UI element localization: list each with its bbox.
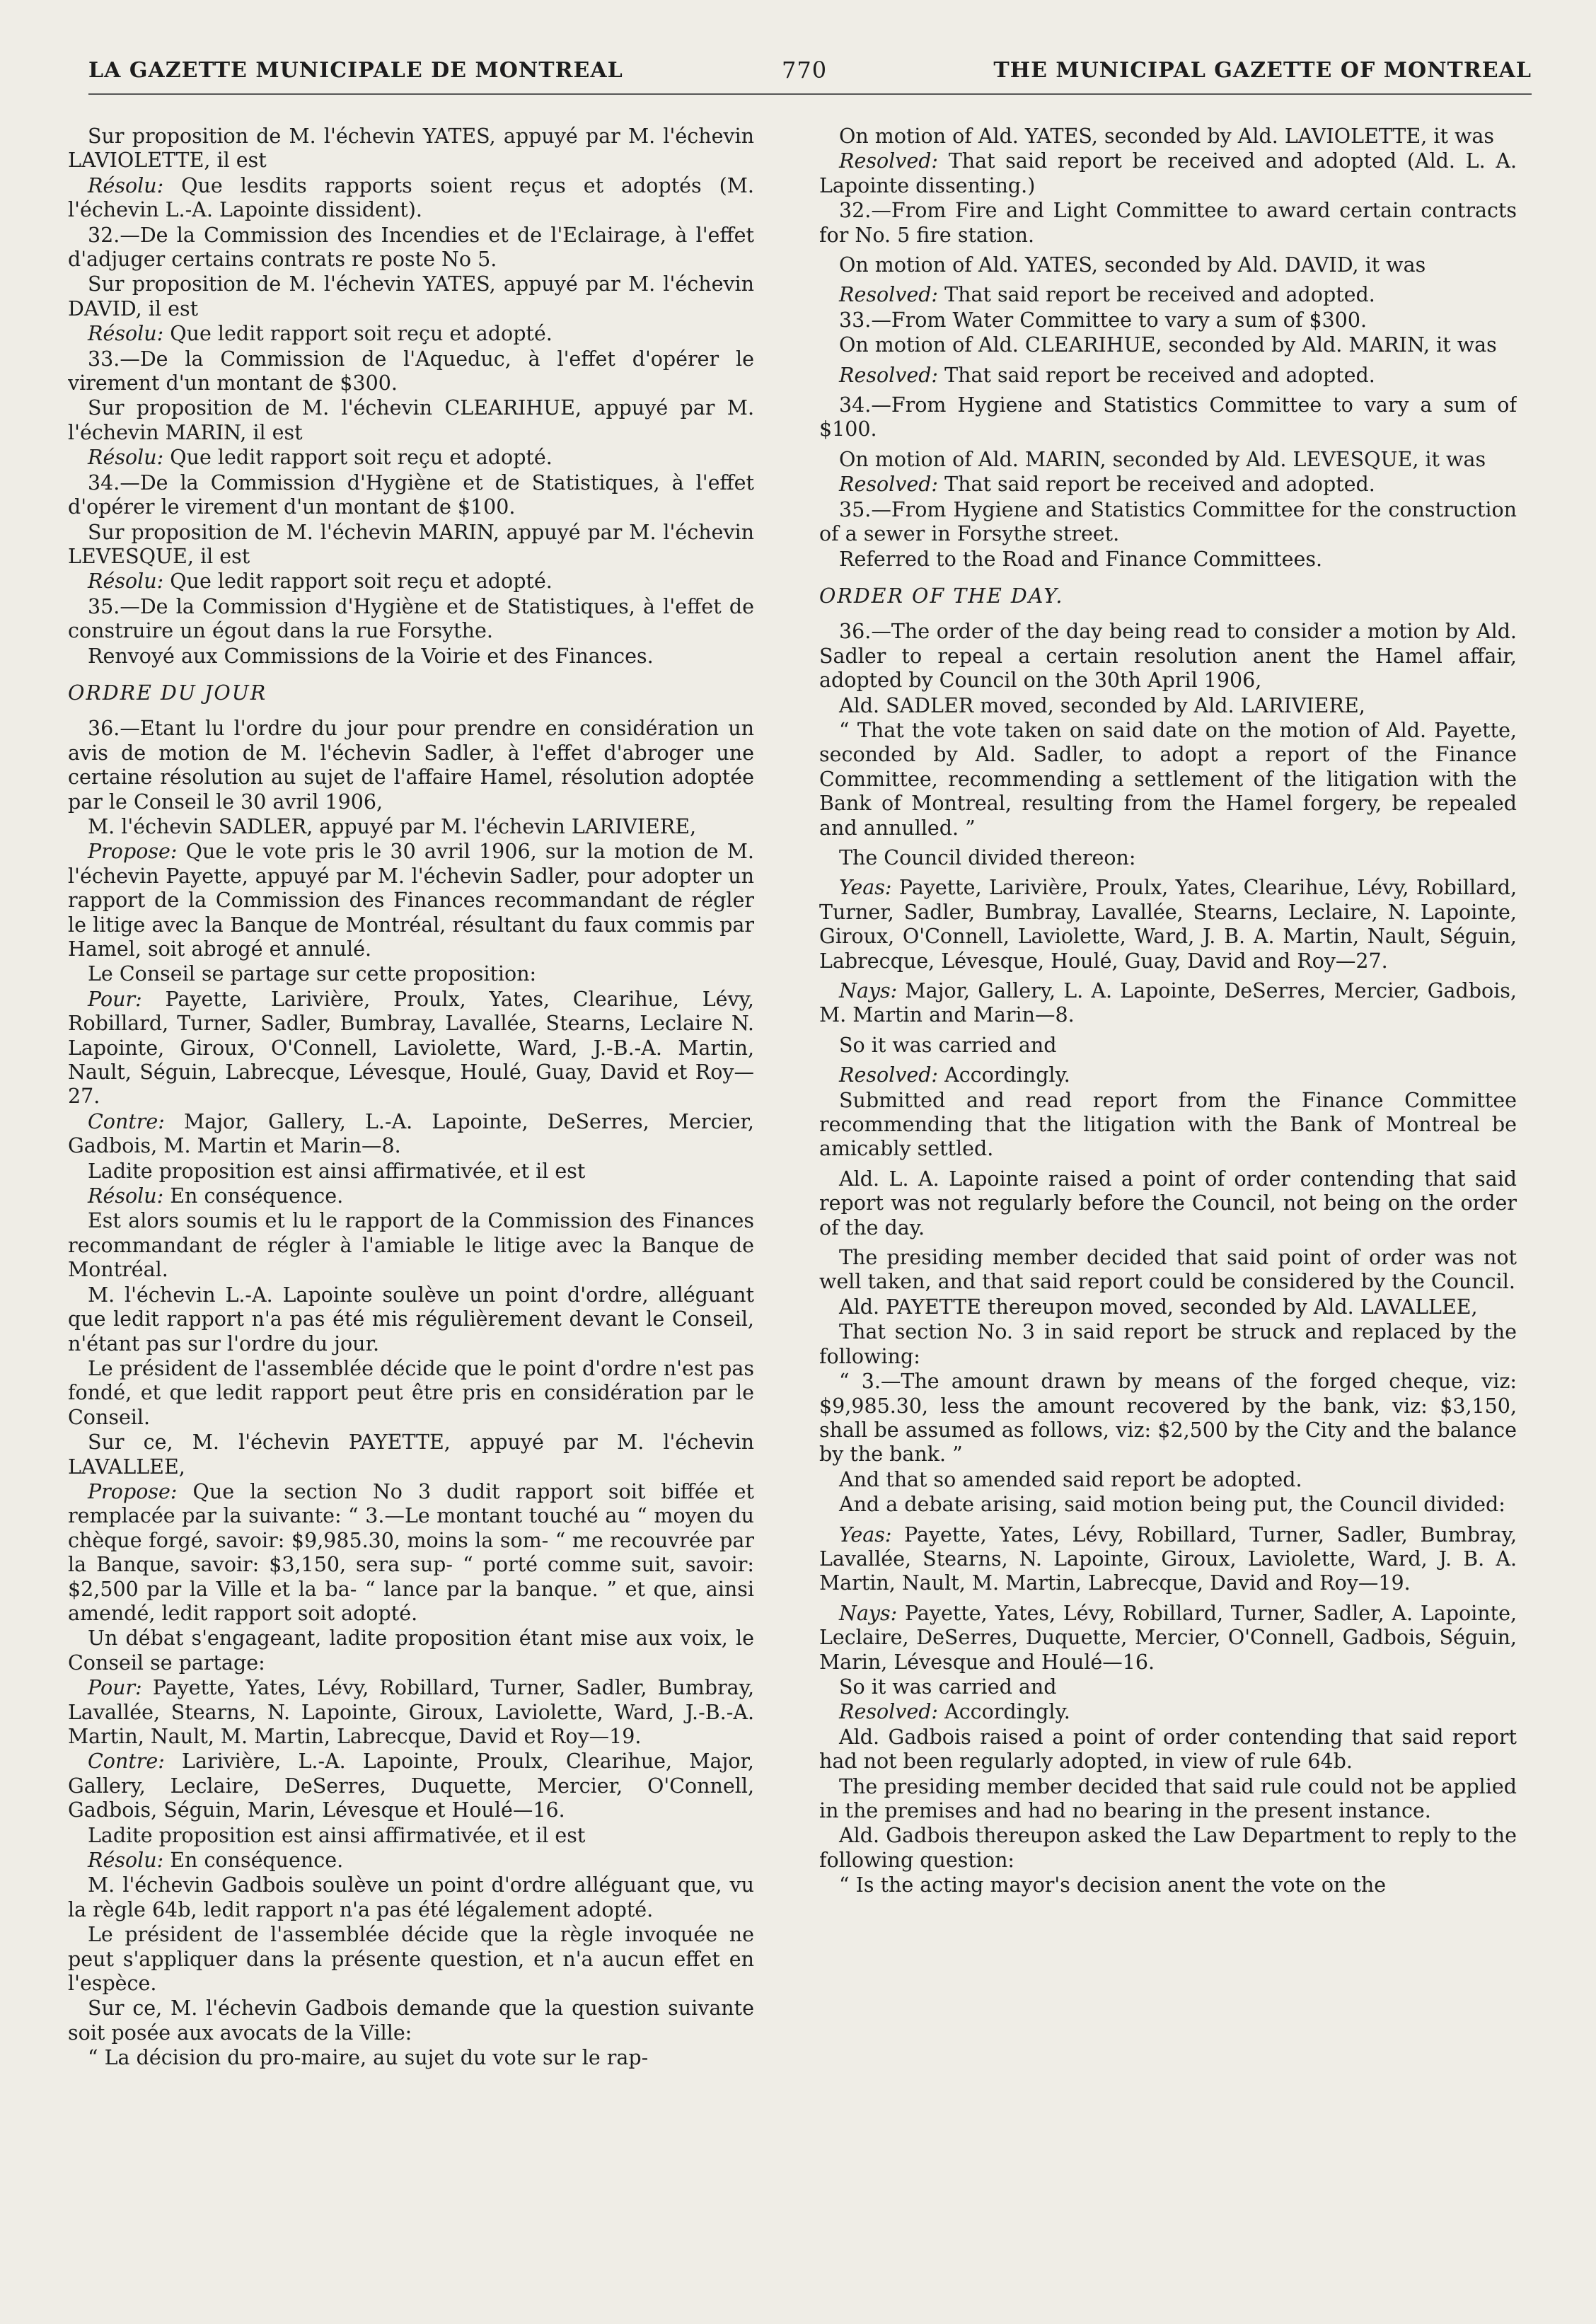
paragraph: Ladite proposition est ainsi affirmativée, et il est <box>88 1823 586 1847</box>
paragraph: The presiding member decided that said point of order was not well taken, and that said report could be considered by the Council. <box>819 1246 1517 1294</box>
paragraph: On motion of Ald. MARIN, seconded by Ald. LEVESQUE, it was <box>839 447 1486 471</box>
resolution-label: Resolved: <box>839 149 939 173</box>
vote-list <box>819 1602 1517 1675</box>
paragraph: Le président de l'assemblée décide que la règle invoquée ne peut s'appliquer dans la présente question, et n'a aucun effet en l'espèce. <box>68 1923 754 1996</box>
vote-label: Pour: <box>88 987 142 1011</box>
paragraph: On motion of Ald. YATES, seconded by Ald. LAVIOLETTE, it was <box>839 125 1494 148</box>
paragraph: Sur ce, M. l'échevin PAYETTE, appuyé par M. l'échevin LAVALLEE, <box>68 1430 754 1479</box>
paragraph: Ald. PAYETTE thereupon moved, seconded by Ald. LAVALLEE, <box>839 1295 1478 1319</box>
paragraph <box>68 570 754 594</box>
paragraph: Submitted and read report from the Finance Committee recommending that the litigation with the Bank of Montreal be amicably settled. <box>819 1088 1517 1161</box>
paragraph-text: Accordingly. <box>938 1700 1070 1724</box>
paragraph <box>68 1849 754 1873</box>
paragraph: 35.—De la Commission d'Hygiène et de Statistiques, à l'effet de construire un égout dans la rue Forsythe. <box>68 594 754 643</box>
resolution-label: Résolu: <box>88 570 164 594</box>
paragraph: 34.—De la Commission d'Hygiène et de Statistiques, à l'effet d'opérer le virement d'un montant de $100. <box>68 470 754 519</box>
vote-list <box>68 1676 754 1749</box>
resolution-label: Resolved: <box>839 1700 939 1724</box>
french-column <box>68 125 754 2289</box>
paragraph <box>819 149 1517 198</box>
paragraph: 35.—From Hygiene and Statistics Committee for the construction of a sewer in Forsythe street. <box>819 497 1517 546</box>
paragraph <box>68 840 754 961</box>
header-rule <box>88 93 1532 95</box>
paragraph: Referred to the Road and Finance Committees. <box>839 547 1323 571</box>
paragraph-text: Major, Gallery, L.-A. Lapointe, DeSerres, Mercier, Gadbois, M. Martin et Marin—8. <box>68 1109 754 1158</box>
resolution-label: Resolved: <box>839 1063 939 1087</box>
paragraph: Le Conseil se partage sur cette proposition: <box>88 962 537 986</box>
paragraph-text: That said report be received and adopted (Ald. L. A. Lapointe dissenting.) <box>819 149 1517 197</box>
paragraph: Est alors soumis et lu le rapport de la Commission des Finances recommandant de régler à l'amiable le litige avec la Banque de Montréal. <box>68 1209 754 1282</box>
section-heading: ORDER OF THE DAY. <box>819 584 1064 608</box>
paragraph: And a debate arising, said motion being put, the Council divided: <box>839 1493 1505 1517</box>
vote-label: Nays: <box>839 1601 898 1625</box>
paragraph <box>819 283 1517 307</box>
paragraph-text: En conséquence. <box>163 1849 344 1873</box>
paragraph: Ald. SADLER moved, seconded by Ald. LARIVIERE, <box>839 693 1365 717</box>
paragraph-text: Payette, Larivière, Proulx, Yates, Clearihue, Lévy, Robillard, Turner, Sadler, Bumbray, Lavallée, Stearns, Leclaire, N. Lapointe, Giroux, O'Connell, Laviolette, Ward, J. B. A. Martin, Nault, Séguin, Labrecque, Lévesque, Houlé, Guay, David and Roy—27. <box>819 876 1517 973</box>
paragraph: 34.—From Hygiene and Statistics Committee to vary a sum of $100. <box>819 393 1517 441</box>
paragraph-text: Que ledit rapport soit reçu et adopté. <box>163 446 553 470</box>
english-column <box>819 125 1517 2289</box>
paragraph-text: Major, Gallery, L. A. Lapointe, DeSerres, Mercier, Gadbois, M. Martin and Marin—8. <box>819 979 1517 1027</box>
paragraph: On motion of Ald. CLEARIHUE, seconded by Ald. MARIN, it was <box>839 333 1497 357</box>
paragraph: On motion of Ald. YATES, seconded by Ald. DAVID, it was <box>839 253 1426 277</box>
paragraph-text: That said report be received and adopted. <box>938 283 1375 307</box>
paragraph: M. l'échevin SADLER, appuyé par M. l'échevin LARIVIERE, <box>88 814 697 838</box>
paragraph: The Council divided thereon: <box>839 845 1136 869</box>
paragraph: Renvoyé aux Commissions de la Voirie et des Finances. <box>88 644 654 668</box>
paragraph <box>68 1480 754 1626</box>
paragraph: The presiding member decided that said rule could not be applied in the premises and had no bearing in the present instance. <box>819 1774 1517 1822</box>
paragraph: Le président de l'assemblée décide que le point d'ordre n'est pas fondé, et que ledit rapport peut être pris en considération par le Conseil. <box>68 1356 754 1429</box>
vote-list <box>68 1110 754 1159</box>
section-heading: ORDRE DU JOUR <box>68 681 267 705</box>
resolution-label: Resolved: <box>839 473 939 497</box>
paragraph-text: Que le vote pris le 30 avril 1906, sur la motion de M. l'échevin Payette, appuyé par M. l'échevin Sadler, pour adopter un rapport de la Commission des Finances recommandant de régler le litige avec la Banque de Montréal, résultant du faux commis par Hamel, soit abrogé et annulé. <box>68 840 754 961</box>
paragraph-text: En conséquence. <box>163 1184 344 1208</box>
resolution-label: Résolu: <box>88 173 164 197</box>
paragraph: Sur ce, M. l'échevin Gadbois demande que la question suivante soit posée aux avocats de la Ville: <box>68 1996 754 2045</box>
vote-label: Contre: <box>88 1750 165 1774</box>
motion-label: Propose: <box>88 840 178 864</box>
header-title-french: LA GAZETTE MUNICIPALE DE MONTREAL <box>88 58 623 83</box>
vote-label: Yeas: <box>839 1522 892 1547</box>
paragraph: Sur proposition de M. l'échevin CLEARIHUE, appuyé par M. l'échevin MARIN, il est <box>68 396 754 444</box>
resolution-label: Résolu: <box>88 1849 164 1873</box>
paragraph-text: Larivière, L.-A. Lapointe, Proulx, Clearihue, Major, Gallery, Leclaire, DeSerres, Duquette, Mercier, O'Connell, Gadbois, Séguin, Marin, Lévesque et Houlé—16. <box>68 1750 754 1822</box>
paragraph: 32.—De la Commission des Incendies et de l'Eclairage, à l'effet d'adjuger certains contrats re poste No 5. <box>68 223 754 272</box>
paragraph: 33.—From Water Committee to vary a sum of $300. <box>839 308 1367 332</box>
motion-label: Propose: <box>88 1479 178 1503</box>
paragraph: Un débat s'engageant, ladite proposition étant mise aux voix, le Conseil se partage: <box>68 1626 754 1675</box>
paragraph <box>819 1700 1517 1724</box>
paragraph: Ald. L. A. Lapointe raised a point of order contending that said report was not regularly before the Council, not being on the order of the day. <box>819 1167 1517 1239</box>
vote-list <box>819 979 1517 1028</box>
paragraph-text: Que ledit rapport soit reçu et adopté. <box>163 570 553 594</box>
paragraph: Ladite proposition est ainsi affirmativée, et il est <box>88 1159 586 1183</box>
paragraph <box>819 473 1517 497</box>
paragraph: That section No. 3 in said report be struck and replaced by the following: <box>819 1320 1517 1368</box>
paragraph: 36.—Etant lu l'ordre du jour pour prendre en considération un avis de motion de M. l'échevin Sadler, à l'effet d'abroger une certaine résolution au sujet de l'affaire Hamel, résolution adoptée par le Conseil le 30 avril 1906, <box>68 717 754 814</box>
paragraph <box>819 1063 1517 1087</box>
vote-label: Nays: <box>839 979 898 1002</box>
vote-label: Yeas: <box>839 876 892 900</box>
resolution-label: Résolu: <box>88 446 164 470</box>
paragraph: And that so amended said report be adopted. <box>839 1467 1302 1491</box>
resolution-label: Résolu: <box>88 322 164 346</box>
paragraph-text: Que lesdits rapports soient reçus et adoptés (M. l'échevin L.-A. Lapointe dissident). <box>68 173 754 222</box>
paragraph: “ Is the acting mayor's decision anent the vote on the <box>839 1873 1387 1897</box>
vote-list <box>819 876 1517 973</box>
paragraph <box>819 364 1517 388</box>
paragraph: So it was carried and <box>839 1675 1057 1699</box>
page-number: 770 <box>782 57 828 83</box>
paragraph <box>68 174 754 223</box>
vote-label: Pour: <box>88 1676 142 1700</box>
paragraph: Ald. Gadbois raised a point of order contending that said report had not been regularly adopted, in view of rule 64b. <box>819 1725 1517 1774</box>
paragraph: Sur proposition de M. l'échevin YATES, appuyé par M. l'échevin LAVIOLETTE, il est <box>68 125 754 173</box>
paragraph: M. l'échevin L.-A. Lapointe soulève un point d'ordre, alléguant que ledit rapport n'a pas été mis régulièrement devant le Conseil, n'étant pas sur l'ordre du jour. <box>68 1283 754 1355</box>
header-title-english: THE MUNICIPAL GAZETTE OF MONTREAL <box>993 58 1532 83</box>
paragraph-text: Que la section No 3 dudit rapport soit biffée et remplacée par la suivante: “ 3.—Le montant touché au “ moyen du chèque forgé, savoir: $9,985.30, moins la som- “ me recouvrée par la Banque, savoir: $3,150, sera sup- “ porté comme suit, savoir: $2,500 par la Ville et la ba- “ lance par la banque. ” et que, ainsi amendé, ledit rapport soit adopté. <box>68 1479 754 1625</box>
resolution-label: Résolu: <box>88 1184 164 1208</box>
page-header <box>88 52 1532 95</box>
paragraph: So it was carried and <box>839 1033 1057 1057</box>
paragraph: 33.—De la Commission de l'Aqueduc, à l'effet d'opérer le virement d'un montant de $300. <box>68 347 754 395</box>
paragraph: Ald. Gadbois thereupon asked the Law Department to reply to the following question: <box>819 1824 1517 1872</box>
paragraph <box>68 446 754 470</box>
paragraph-text: That said report be received and adopted. <box>938 473 1375 497</box>
paragraph: 36.—The order of the day being read to consider a motion by Ald. Sadler to repeal a certain resolution anent the Hamel affair, adopted by Council on the 30th April 1906, <box>819 620 1517 693</box>
paragraph <box>68 322 754 346</box>
paragraph: M. l'échevin Gadbois soulève un point d'ordre alléguant que, vu la règle 64b, ledit rapport n'a pas été légalement adopté. <box>68 1873 754 1921</box>
resolution-label: Resolved: <box>839 283 939 307</box>
paragraph: Sur proposition de M. l'échevin MARIN, appuyé par M. l'échevin LEVESQUE, il est <box>68 520 754 568</box>
paragraph-text: Accordingly. <box>938 1063 1070 1087</box>
paragraph-text: Que ledit rapport soit reçu et adopté. <box>163 322 553 346</box>
paragraph-text: Payette, Yates, Lévy, Robillard, Turner, Sadler, Bumbray, Lavallée, Stearns, N. Lapointe, Giroux, Laviolette, Ward, J.-B.-A. Martin, Nault, M. Martin, Labrecque, David et Roy—19. <box>68 1676 754 1748</box>
vote-list <box>819 1523 1517 1596</box>
vote-label: Contre: <box>88 1109 165 1133</box>
paragraph-text: That said report be received and adopted. <box>938 363 1375 387</box>
paragraph-text: Payette, Yates, Lévy, Robillard, Turner, Sadler, A. Lapointe, Leclaire, DeSerres, Duquette, Mercier, O'Connell, Gadbois, Séguin, Marin, Lévesque and Houlé—16. <box>819 1601 1517 1674</box>
paragraph: “ That the vote taken on said date on the motion of Ald. Payette, seconded by Ald. Sadler, to adopt a report of the Finance Committee, recommending a settlement of the litigation with the Bank of Montreal, resulting from the Hamel forgery, be repealed and annulled. ” <box>819 718 1517 840</box>
paragraph: Sur proposition de M. l'échevin YATES, appuyé par M. l'échevin DAVID, il est <box>68 272 754 320</box>
vote-list <box>68 988 754 1109</box>
paragraph-text: Payette, Yates, Lévy, Robillard, Turner, Sadler, Bumbray, Lavallée, Stearns, N. Lapointe, Giroux, Laviolette, Ward, J. B. A. Martin, Nault, M. Martin, Labrecque, David and Roy—19. <box>819 1522 1517 1595</box>
paragraph: 32.—From Fire and Light Committee to award certain contracts for No. 5 fire station. <box>819 199 1517 247</box>
paragraph-text: Payette, Larivière, Proulx, Yates, Clearihue, Lévy, Robillard, Turner, Sadler, Bumbray, Lavallée, Stearns, Leclaire N. Lapointe, Giroux, O'Connell, Laviolette, Ward, J.-B.-A. Martin, Nault, Séguin, Labrecque, Lévesque, Houlé, Guay, David et Roy—27. <box>68 987 754 1109</box>
resolution-label: Resolved: <box>839 363 939 387</box>
vote-list <box>68 1750 754 1822</box>
paragraph <box>68 1184 754 1208</box>
paragraph: “ 3.—The amount drawn by means of the forged cheque, viz: $9,985.30, less the amount recovered by the bank, viz: $3,150, shall be assumed as follows, viz: $2,500 by the City and the balance by the bank. ” <box>819 1370 1517 1467</box>
paragraph: “ La décision du pro-maire, au sujet du vote sur le rap- <box>88 2046 649 2070</box>
